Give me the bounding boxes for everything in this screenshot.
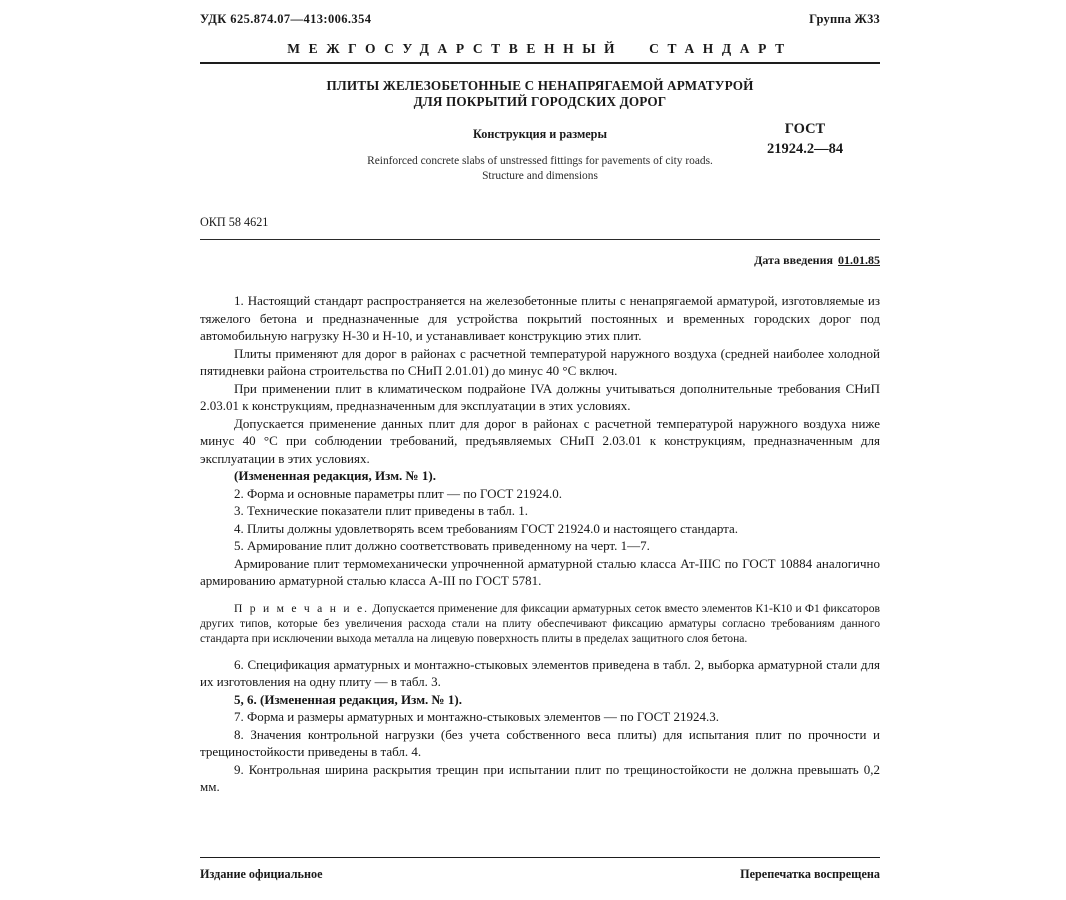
paragraph-4: Допускается применение данных плит для дорог в районах с расчетной температурой наружного воздуха ниже минус 40 °С при соблюдении требований, предъявляемых СНиП 2.03.01 к конструкциям, предназначенным для эксплуатации в этих условиях.	[200, 415, 880, 466]
note-text: Допускается применение для фиксации арматурных сеток вместо элементов К1-К10 и Ф1 фиксаторов других типов, которые без увеличения расхода стали на плиту обеспечивают фиксацию арматуры согласно требованиям данного стандарта при исключении выхода металла на лицевую поверхность плиты в пределах защитного слоя бетона.	[200, 601, 880, 646]
note-label: П р и м е ч а н и е.	[234, 601, 370, 615]
standard-word-interstate: МЕЖГОСУДАРСТВЕННЫЙ	[287, 41, 624, 56]
clause-2: 2. Форма и основные параметры плит — по ГОСТ 21924.0.	[234, 485, 563, 501]
standard-word-standard: СТАНДАРТ	[649, 41, 793, 56]
header-rule	[200, 62, 880, 64]
revision-note-2: 5, 6. (Измененная редакция, Изм. № 1).	[234, 691, 462, 707]
spacer	[200, 647, 880, 656]
page-title-line-1: ПЛИТЫ ЖЕЛЕЗОБЕТОННЫЕ С НЕНАПРЯГАЕМОЙ АРМАТУРОЙ	[326, 78, 754, 93]
clause-5-continuation: Армирование плит термомеханически упрочненной арматурной сталью класса Ат-IIIC по ГОСТ 10884 аналогично армированию арматурной сталью класса А-III по ГОСТ 5781.	[200, 555, 880, 589]
gost-designation	[730, 120, 880, 159]
english-title-line-1: Reinforced concrete slabs of unstressed fittings for pavements of city roads.	[367, 155, 713, 168]
footer-rule	[200, 857, 880, 858]
paragraph-1: 1. Настоящий стандарт распространяется на железобетонные плиты с ненапрягаемой арматурой, изготовляемые из тяжелого бетона и предназначенные для устройства покрытий постоянных и временных городских дорог под автомобильную нагрузку Н-30 и Н-10, и устанавливает конструкцию этих плит.	[200, 293, 880, 344]
page-footer	[200, 857, 880, 882]
footer-left-text: Издание официальное	[200, 867, 323, 881]
note-paragraph	[200, 601, 880, 647]
page-subtitle: Конструкция и размеры	[473, 127, 607, 142]
introduction-date	[200, 253, 880, 268]
gost-label: ГОСТ	[784, 121, 826, 137]
revision-note-1: (Измененная редакция, Изм. № 1).	[234, 468, 436, 484]
udk-code: УДК 625.874.07—413:006.354	[200, 12, 372, 26]
gost-number: 21924.2—84	[766, 140, 844, 157]
footer-right-text: Перепечатка воспрещена	[740, 867, 880, 881]
paragraph-3: При применении плит в климатическом подрайоне IVA должны учитываться дополнительные требования СНиП 2.03.01 к конструкциям, предназначенным для эксплуатации в этих условиях.	[200, 380, 880, 414]
document-body	[200, 292, 880, 795]
clause-3: 3. Технические показатели плит приведены в табл. 1.	[234, 503, 528, 519]
clause-9: 9. Контрольная ширина раскрытия трещин при испытании плит по трещиностойкости не должна превышать 0,2 мм.	[200, 761, 880, 795]
header-row	[200, 0, 880, 27]
paragraph-2: Плиты применяют для дорог в районах с расчетной температурой наружного воздуха (средней наиболее холодной пятидневки района строительства по СНиП 2.01.01) до минус 40 °С включ.	[200, 345, 880, 379]
introduction-date-label: Дата введения	[754, 253, 833, 268]
english-title-line-2: Structure and dimensions	[482, 169, 598, 182]
standard-banner	[200, 41, 880, 57]
okp-rule-wrapper	[200, 239, 880, 240]
english-title	[270, 154, 810, 183]
clause-4: 4. Плиты должны удовлетворять всем требованиям ГОСТ 21924.0 и настоящего стандарта.	[234, 520, 739, 536]
okp-code: ОКП 58 4621	[200, 215, 269, 230]
page-title-line-2: ДЛЯ ПОКРЫТИЙ ГОРОДСКИХ ДОРОГ	[413, 94, 667, 110]
clause-6: 6. Спецификация арматурных и монтажно-стыковых элементов приведена в табл. 2, выборка арматурной стали для их изготовления на одну плиту — в табл. 3.	[200, 656, 880, 690]
footer-row	[200, 867, 880, 882]
clause-5: 5. Армирование плит должно соответствовать приведенному на черт. 1—7.	[234, 538, 650, 554]
introduction-date-value: 01.01.85	[838, 253, 880, 268]
page-title	[270, 78, 810, 110]
okp-rule	[200, 239, 880, 240]
document-page	[200, 0, 880, 900]
clause-8: 8. Значения контрольной нагрузки (без учета собственного веса плиты) для испытания плит по прочности и трещиностойкости приведены в табл. 4.	[200, 726, 880, 760]
note-block	[200, 601, 880, 647]
group-code: Группа Ж33	[809, 12, 880, 26]
title-block	[200, 78, 880, 183]
clause-7: 7. Форма и размеры арматурных и монтажно-стыковых элементов — по ГОСТ 21924.3.	[234, 709, 719, 725]
